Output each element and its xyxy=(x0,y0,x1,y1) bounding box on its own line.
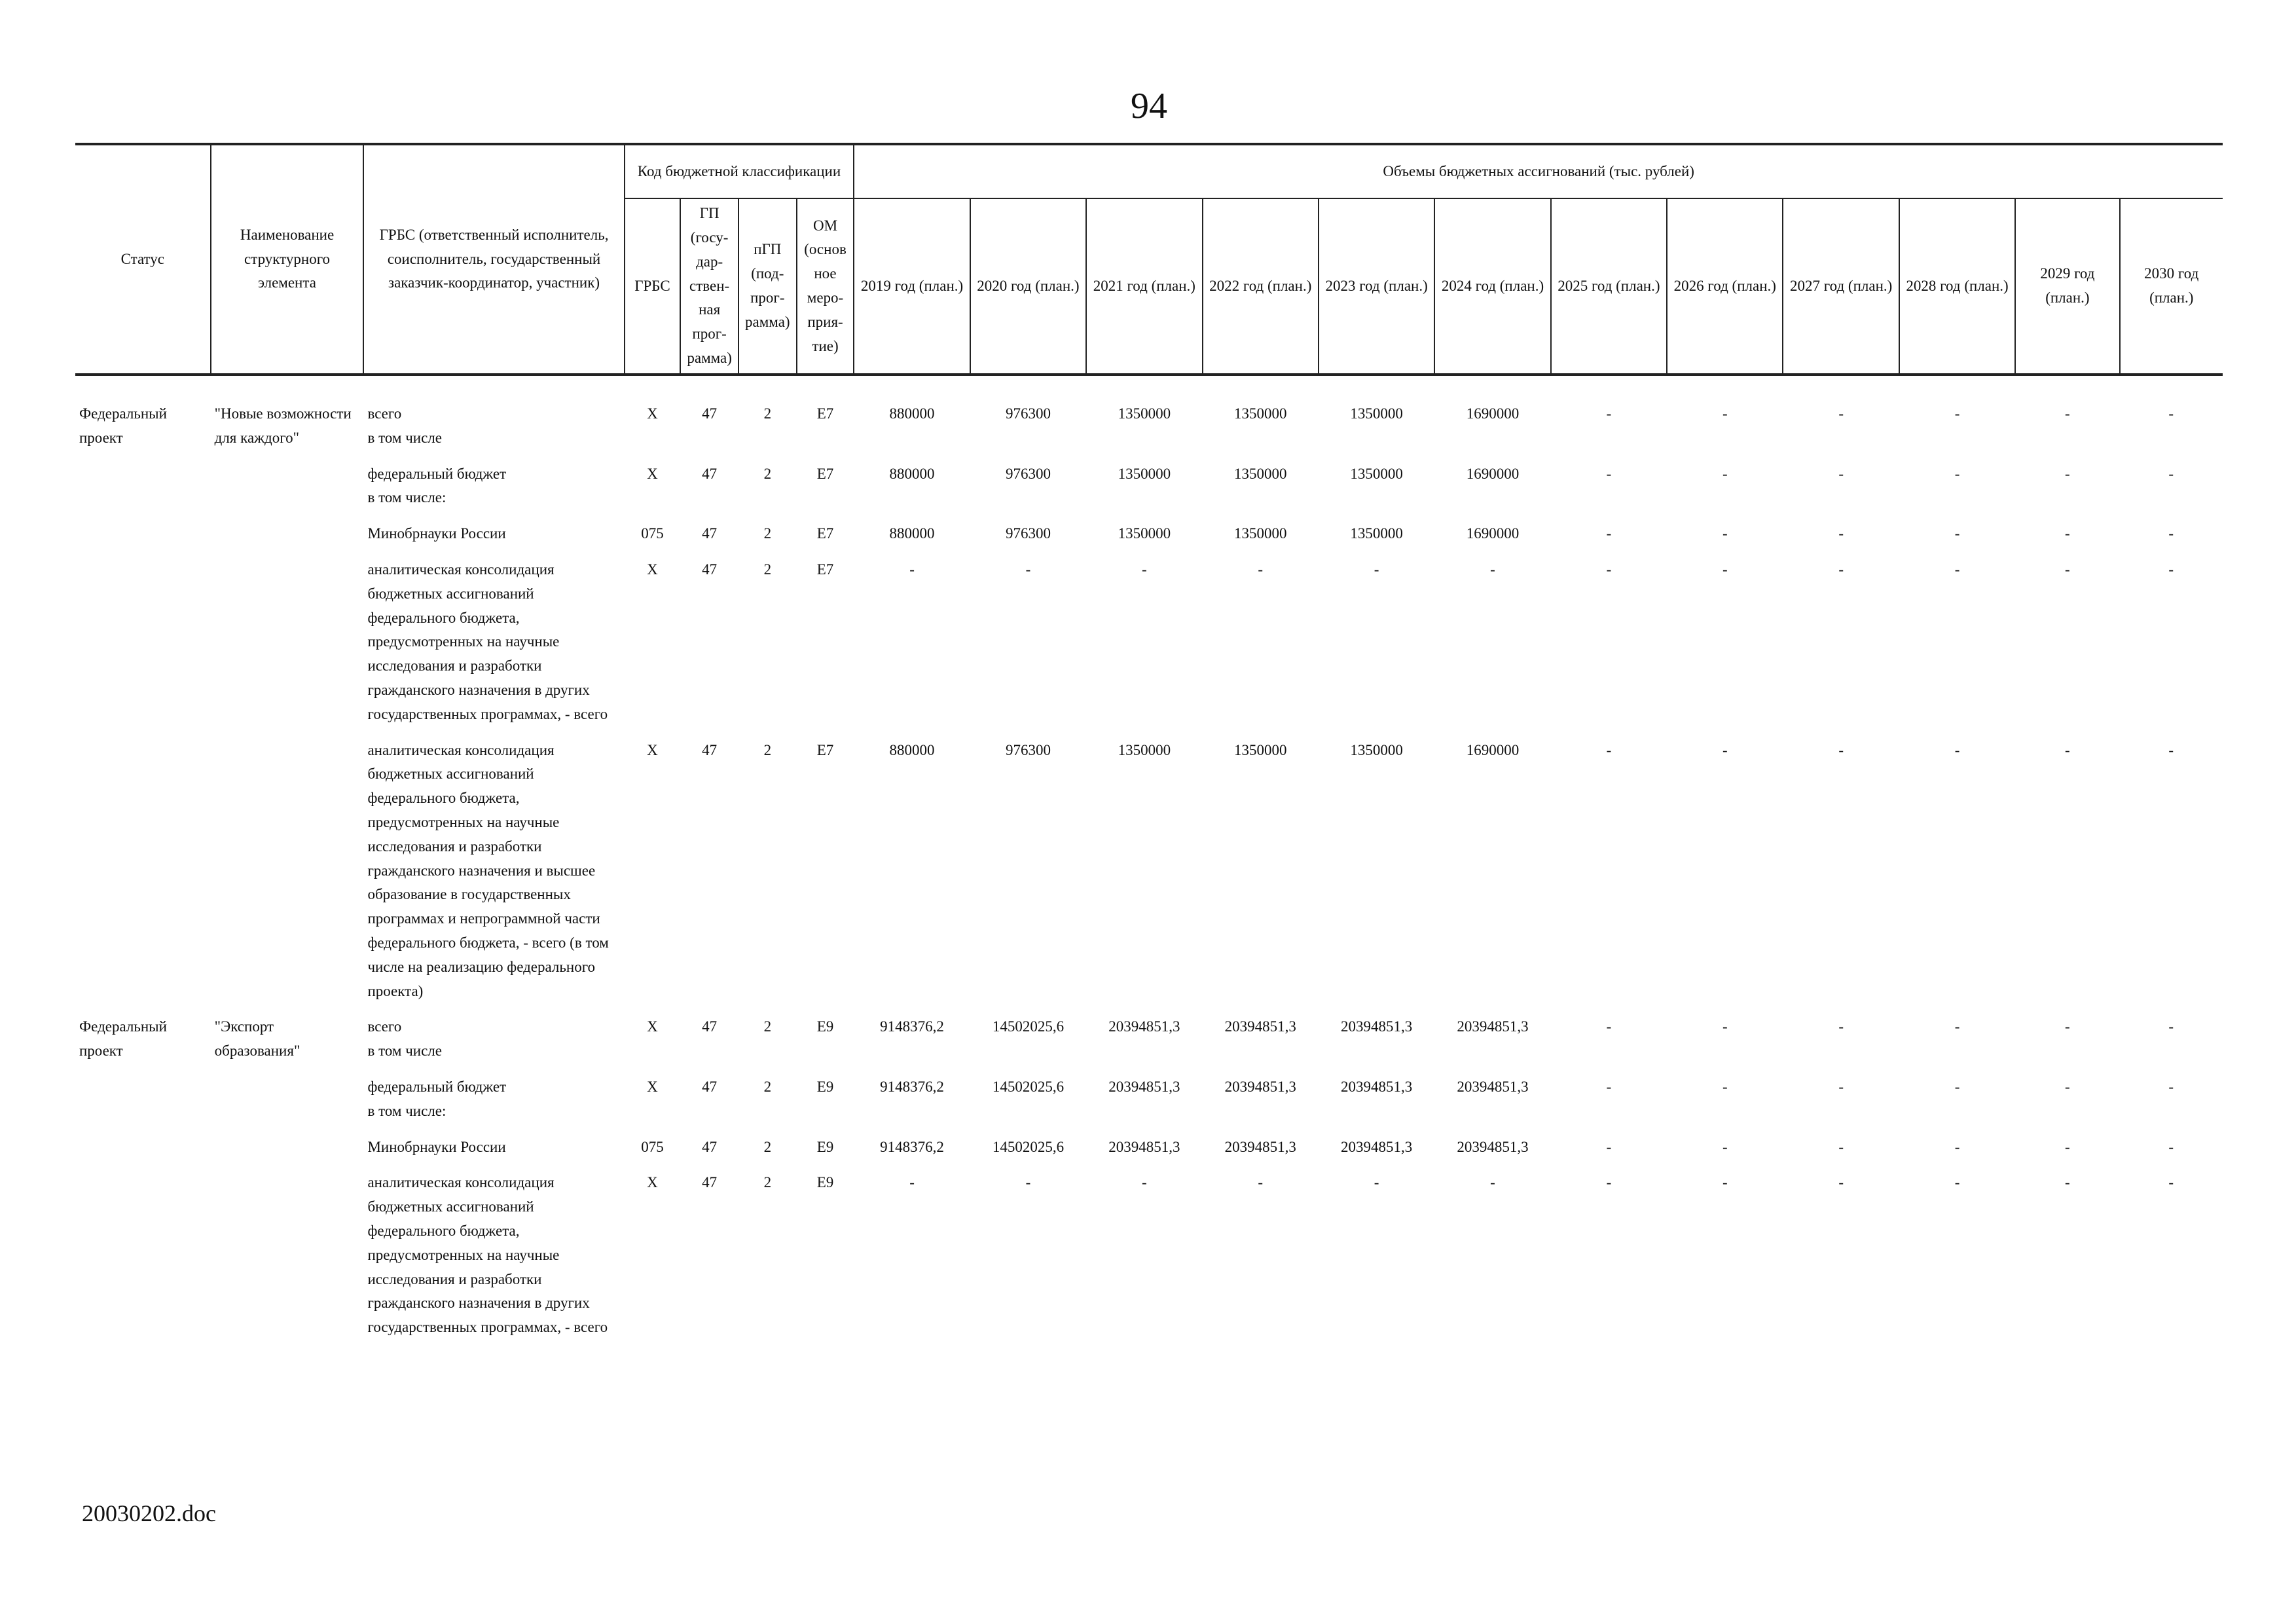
cell-amount: - xyxy=(909,561,915,578)
table-row xyxy=(75,1135,2223,1172)
cell-amount: - xyxy=(2065,465,2070,482)
header-year: 2029 год (план.) xyxy=(2015,198,2119,375)
cell-amount: 880000 xyxy=(889,465,935,482)
cell-gp: 47 xyxy=(702,1018,718,1035)
cell-gp: 47 xyxy=(702,1174,718,1191)
cell-gp: 47 xyxy=(702,1138,718,1155)
header-year: 2026 год (план.) xyxy=(1667,198,1783,375)
cell-amount: - xyxy=(1258,561,1264,578)
cell-amount: - xyxy=(1722,1078,1728,1095)
cell-pgp: 2 xyxy=(763,1138,772,1155)
cell-amount: - xyxy=(1954,525,1960,542)
cell-om: Е9 xyxy=(816,1018,834,1035)
header-row-1 xyxy=(75,144,2223,198)
cell-amount: 20394851,3 xyxy=(1224,1138,1296,1155)
cell-grbs: 075 xyxy=(641,525,664,542)
section-name: "Экспорт образования" xyxy=(214,1018,301,1060)
cell-amount: 976300 xyxy=(1005,405,1051,422)
cell-pgp: 2 xyxy=(763,465,772,482)
row-description: аналитическая консолидация бюджетных ассигнований федерального бюджета, предусмотренных на научные исследования и разработки гражданского назначения в других государственных программах, - всего xyxy=(367,561,608,722)
cell-grbs: Х xyxy=(647,1174,658,1191)
cell-amount: 880000 xyxy=(889,405,935,422)
row-description: федеральный бюджет в том числе: xyxy=(367,465,507,506)
cell-amount: 1350000 xyxy=(1118,525,1171,542)
cell-amount: - xyxy=(2168,1138,2174,1155)
row-description: Минобрнауки России xyxy=(367,525,506,542)
cell-amount: - xyxy=(1025,1174,1031,1191)
table-row xyxy=(75,739,2223,1016)
page-number: 94 xyxy=(1131,86,1167,126)
cell-amount: 1350000 xyxy=(1118,741,1171,758)
cell-amount: - xyxy=(1606,465,1612,482)
cell-amount: 1350000 xyxy=(1350,405,1403,422)
cell-grbs: 075 xyxy=(641,1138,664,1155)
cell-amount: 1350000 xyxy=(1118,405,1171,422)
cell-amount: - xyxy=(1606,405,1612,422)
cell-amount: - xyxy=(1954,1018,1960,1035)
cell-gp: 47 xyxy=(702,1078,718,1095)
cell-om: Е7 xyxy=(816,741,834,758)
cell-amount: - xyxy=(1954,561,1960,578)
header-year: 2025 год (план.) xyxy=(1551,198,1667,375)
cell-amount: 20394851,3 xyxy=(1224,1018,1296,1035)
cell-amount: 1350000 xyxy=(1233,465,1287,482)
table-row xyxy=(75,558,2223,739)
cell-amount: - xyxy=(1606,741,1612,758)
cell-amount: 20394851,3 xyxy=(1108,1138,1180,1155)
row-description: аналитическая консолидация бюджетных ассигнований федерального бюджета, предусмотренных на научные исследования и разработки гражданского назначения в других государственных программах, - всего xyxy=(367,1174,608,1336)
cell-amount: - xyxy=(1838,1138,1844,1155)
cell-amount: - xyxy=(2065,1078,2070,1095)
cell-amount: 20394851,3 xyxy=(1108,1018,1180,1035)
cell-amount: 976300 xyxy=(1005,741,1051,758)
cell-amount: - xyxy=(1374,1174,1379,1191)
cell-amount: 1690000 xyxy=(1466,465,1520,482)
cell-amount: 20394851,3 xyxy=(1224,1078,1296,1095)
cell-amount: - xyxy=(1606,1078,1612,1095)
header-element-name: Наименование структурного элемента xyxy=(211,144,364,375)
cell-amount: 880000 xyxy=(889,525,935,542)
cell-amount: - xyxy=(1838,561,1844,578)
cell-pgp: 2 xyxy=(763,405,772,422)
cell-amount: 880000 xyxy=(889,741,935,758)
cell-grbs: Х xyxy=(647,561,658,578)
header-status: Статус xyxy=(75,144,211,375)
cell-amount: - xyxy=(2065,1018,2070,1035)
cell-amount: - xyxy=(2168,525,2174,542)
cell-pgp: 2 xyxy=(763,741,772,758)
cell-amount: 9148376,2 xyxy=(880,1018,944,1035)
header-year: 2020 год (план.) xyxy=(970,198,1086,375)
cell-amount: - xyxy=(909,1174,915,1191)
cell-amount: - xyxy=(1722,405,1728,422)
cell-amount: - xyxy=(2065,1138,2070,1155)
header-year: 2030 год (план.) xyxy=(2120,198,2223,375)
cell-amount: 1350000 xyxy=(1233,525,1287,542)
cell-amount: - xyxy=(2168,561,2174,578)
cell-amount: - xyxy=(1606,1018,1612,1035)
table-row xyxy=(75,1171,2223,1352)
header-year: 2023 год (план.) xyxy=(1319,198,1434,375)
cell-amount: 20394851,3 xyxy=(1340,1138,1413,1155)
cell-amount: 1690000 xyxy=(1466,741,1520,758)
cell-gp: 47 xyxy=(702,561,718,578)
cell-amount: - xyxy=(2168,465,2174,482)
header-year: 2019 год (план.) xyxy=(854,198,970,375)
table-row xyxy=(75,1015,2223,1075)
cell-amount: - xyxy=(1838,1078,1844,1095)
cell-gp: 47 xyxy=(702,405,718,422)
cell-amount: - xyxy=(1954,1138,1960,1155)
header-year: 2027 год (план.) xyxy=(1783,198,1899,375)
cell-amount: - xyxy=(1954,405,1960,422)
cell-om: Е9 xyxy=(816,1138,834,1155)
cell-amount: 976300 xyxy=(1005,525,1051,542)
cell-amount: - xyxy=(2168,405,2174,422)
cell-pgp: 2 xyxy=(763,1018,772,1035)
cell-amount: - xyxy=(2065,525,2070,542)
cell-amount: 1350000 xyxy=(1350,525,1403,542)
cell-amount: - xyxy=(1142,561,1147,578)
table-body xyxy=(75,375,2223,1352)
cell-amount: - xyxy=(1606,1138,1612,1155)
section-name: "Новые возможности для каждого" xyxy=(214,405,352,446)
cell-amount: 1690000 xyxy=(1466,525,1520,542)
cell-amount: - xyxy=(1722,525,1728,542)
cell-amount: - xyxy=(1722,1174,1728,1191)
budget-table xyxy=(75,143,2223,1352)
header-pgp: пГП (под-прог-рамма) xyxy=(738,198,797,375)
cell-amount: 14502025,6 xyxy=(992,1018,1065,1035)
cell-amount: - xyxy=(1838,1018,1844,1035)
cell-grbs: Х xyxy=(647,1018,658,1035)
cell-om: Е7 xyxy=(816,405,834,422)
table-row xyxy=(75,375,2223,462)
cell-amount: - xyxy=(1722,1018,1728,1035)
cell-amount: - xyxy=(1838,525,1844,542)
cell-amount: - xyxy=(1838,465,1844,482)
table-row xyxy=(75,1075,2223,1135)
cell-amount: - xyxy=(2168,1078,2174,1095)
cell-amount: 20394851,3 xyxy=(1457,1138,1529,1155)
cell-pgp: 2 xyxy=(763,1078,772,1095)
header-grbs-responsible: ГРБС (ответственный исполнитель, соисполнитель, государственный заказчик-координатор, участник) xyxy=(363,144,624,375)
cell-grbs: Х xyxy=(647,741,658,758)
header-volume-group: Объемы бюджетных ассигнований (тыс. рублей) xyxy=(854,144,2223,198)
row-description: всего в том числе xyxy=(367,405,442,446)
cell-amount: 1350000 xyxy=(1350,741,1403,758)
header-gp: ГП (госу-дар-ствен-ная прог-рамма) xyxy=(680,198,738,375)
cell-amount: - xyxy=(2168,741,2174,758)
cell-om: Е9 xyxy=(816,1174,834,1191)
table-row xyxy=(75,522,2223,558)
footer-filename: 20030202.doc xyxy=(82,1500,216,1526)
cell-amount: - xyxy=(1142,1174,1147,1191)
cell-amount: 9148376,2 xyxy=(880,1138,944,1155)
cell-amount: - xyxy=(1954,1078,1960,1095)
cell-grbs: Х xyxy=(647,1078,658,1095)
cell-amount: 1350000 xyxy=(1118,465,1171,482)
row-description: всего в том числе xyxy=(367,1018,442,1060)
section-status: Федеральный проект xyxy=(79,1018,167,1060)
cell-amount: - xyxy=(2065,405,2070,422)
row-description: федеральный бюджет в том числе: xyxy=(367,1078,507,1119)
cell-amount: - xyxy=(1490,1174,1495,1191)
cell-om: Е7 xyxy=(816,525,834,542)
cell-amount: - xyxy=(2168,1174,2174,1191)
header-om: ОМ (основ ное меро-прия-тие) xyxy=(797,198,854,375)
cell-amount: 20394851,3 xyxy=(1340,1018,1413,1035)
cell-amount: - xyxy=(1954,465,1960,482)
cell-amount: - xyxy=(1606,1174,1612,1191)
cell-amount: - xyxy=(1722,1138,1728,1155)
header-code-group: Код бюджетной классификации xyxy=(625,144,854,198)
cell-amount: - xyxy=(2065,741,2070,758)
row-description: Минобрнауки России xyxy=(367,1138,506,1155)
section-status: Федеральный проект xyxy=(79,405,167,446)
cell-gp: 47 xyxy=(702,741,718,758)
cell-amount: - xyxy=(1838,741,1844,758)
cell-om: Е7 xyxy=(816,465,834,482)
cell-amount: 14502025,6 xyxy=(992,1138,1065,1155)
cell-amount: - xyxy=(1258,1174,1264,1191)
cell-amount: 9148376,2 xyxy=(880,1078,944,1095)
cell-amount: - xyxy=(1838,1174,1844,1191)
cell-amount: - xyxy=(2168,1018,2174,1035)
cell-amount: - xyxy=(1838,405,1844,422)
cell-amount: 20394851,3 xyxy=(1108,1078,1180,1095)
cell-amount: - xyxy=(2065,561,2070,578)
cell-grbs: Х xyxy=(647,405,658,422)
cell-amount: - xyxy=(1954,741,1960,758)
cell-amount: - xyxy=(1606,561,1612,578)
cell-pgp: 2 xyxy=(763,1174,772,1191)
cell-om: Е9 xyxy=(816,1078,834,1095)
cell-amount: 20394851,3 xyxy=(1457,1078,1529,1095)
header-year: 2028 год (план.) xyxy=(1899,198,2015,375)
cell-amount: - xyxy=(1490,561,1495,578)
cell-amount: 14502025,6 xyxy=(992,1078,1065,1095)
cell-amount: 1350000 xyxy=(1233,741,1287,758)
cell-amount: - xyxy=(1722,561,1728,578)
cell-amount: - xyxy=(1374,561,1379,578)
header-year: 2022 год (план.) xyxy=(1203,198,1319,375)
cell-pgp: 2 xyxy=(763,561,772,578)
cell-amount: - xyxy=(1722,741,1728,758)
cell-om: Е7 xyxy=(816,561,834,578)
header-grbs: ГРБС xyxy=(625,198,681,375)
cell-amount: 1350000 xyxy=(1350,465,1403,482)
row-description: аналитическая консолидация бюджетных ассигнований федерального бюджета, предусмотренных на научные исследования и разработки гражданского назначения и высшее образование в государственных программах и непрограммной части федерального бюджета, - всего (в том числе на реализацию федерального проекта) xyxy=(367,741,609,999)
cell-amount: - xyxy=(1606,525,1612,542)
cell-amount: 20394851,3 xyxy=(1457,1018,1529,1035)
cell-amount: - xyxy=(2065,1174,2070,1191)
cell-amount: 20394851,3 xyxy=(1340,1078,1413,1095)
header-year: 2024 год (план.) xyxy=(1434,198,1550,375)
cell-grbs: Х xyxy=(647,465,658,482)
table-row xyxy=(75,462,2223,523)
cell-amount: - xyxy=(1954,1174,1960,1191)
cell-amount: 976300 xyxy=(1005,465,1051,482)
cell-gp: 47 xyxy=(702,525,718,542)
cell-amount: - xyxy=(1722,465,1728,482)
header-year: 2021 год (план.) xyxy=(1086,198,1202,375)
cell-amount: - xyxy=(1025,561,1031,578)
cell-amount: 1350000 xyxy=(1233,405,1287,422)
cell-amount: 1690000 xyxy=(1466,405,1520,422)
cell-gp: 47 xyxy=(702,465,718,482)
cell-pgp: 2 xyxy=(763,525,772,542)
